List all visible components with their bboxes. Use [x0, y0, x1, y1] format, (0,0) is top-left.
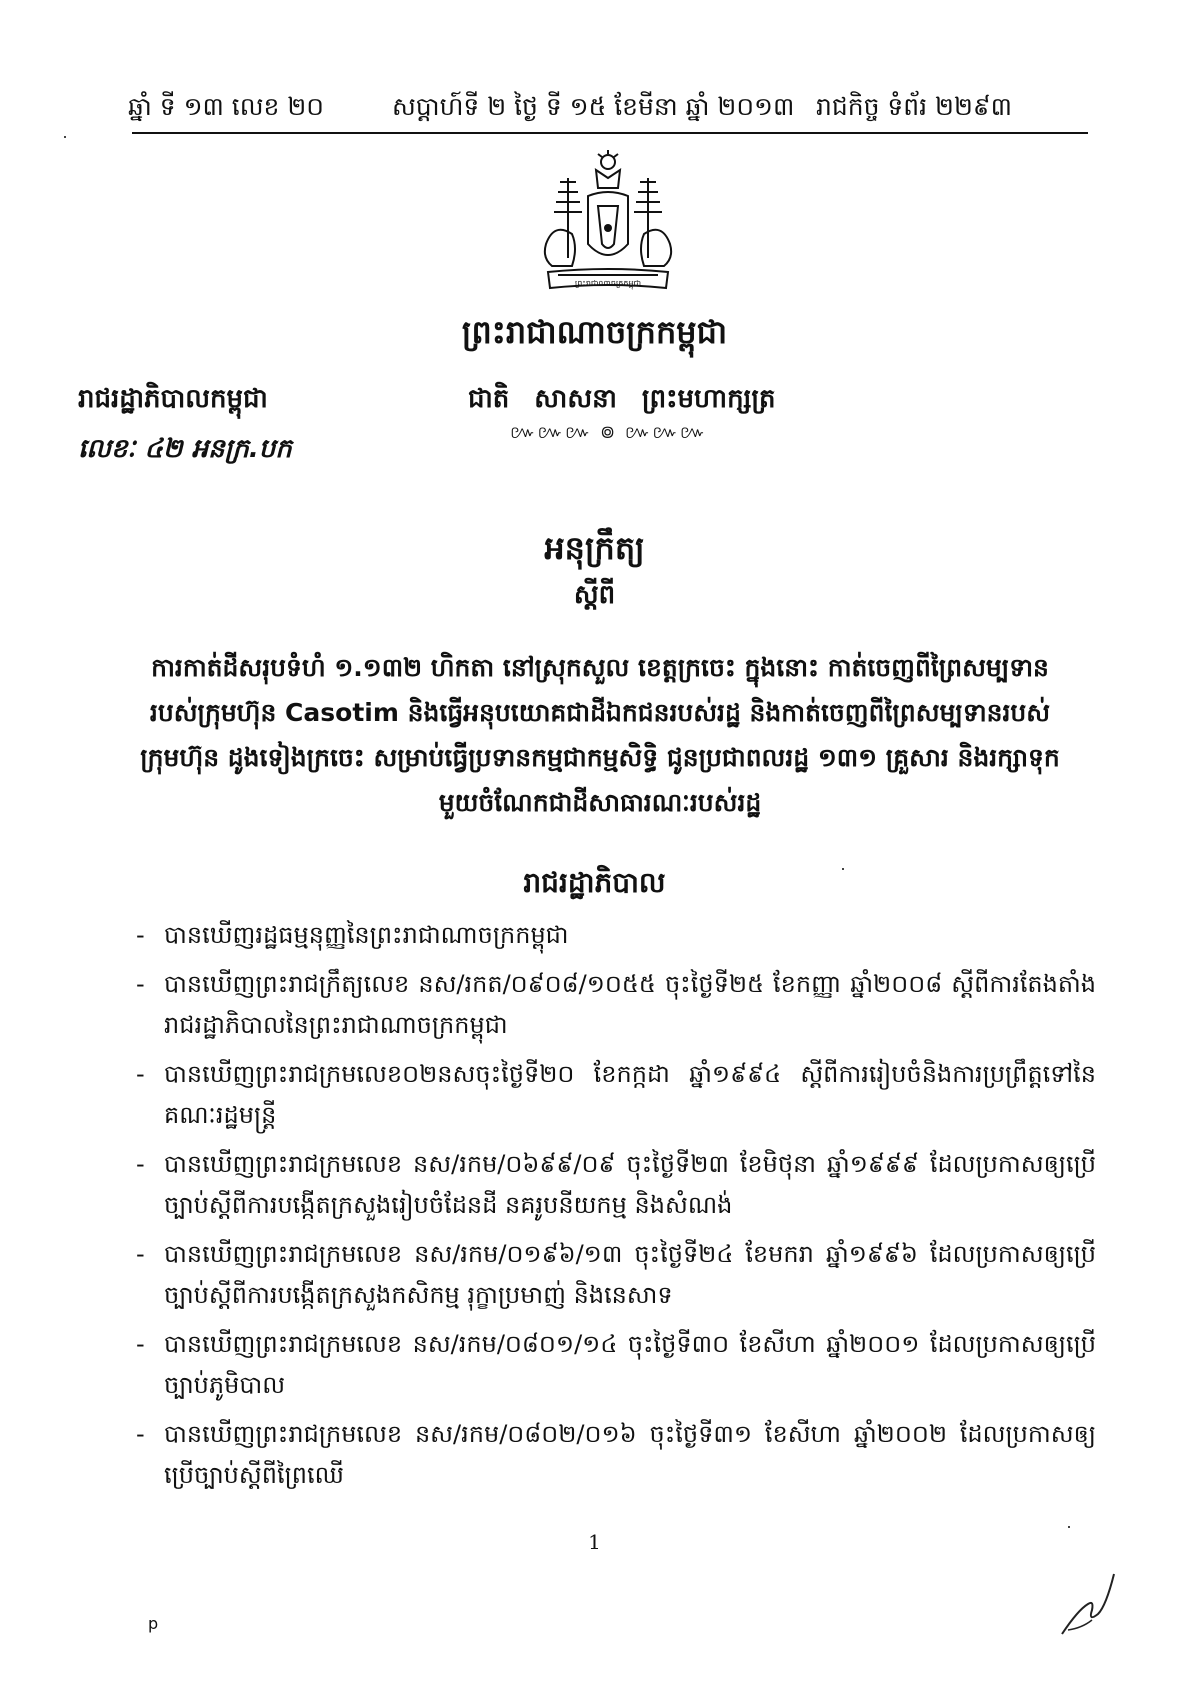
document-subject: ការកាត់ដីសរុបទំហំ ១.១៣២ ហិកតា នៅស្រុកសួល ខេត្តក្រចេះ ក្នុងនោះ កាត់ចេញពីព្រៃសម្បទានរបស់ក្រុមហ៊ុន Casotim និងធ្វើអនុបយោគជាដីឯកជនរបស់រដ្ឋ និងកាត់ចេញពីព្រៃសម្បទានរបស់ក្រុមហ៊ុន ដូងទៀងក្រចេះ សម្រាប់ធ្វើប្រទានកម្មជាកម្មសិទ្ធិ ជូនប្រជាពលរដ្ឋ ១៣១ គ្រួសារ និងរក្សាទុកមួយចំណែកជាដីសាធារណៈរបស់រដ្ឋ: [140, 653, 1060, 817]
issuing-authority: រាជរដ្ឋាភិបាលកម្ពុជា: [78, 384, 268, 414]
gazette-issue: ឆ្នាំ ទី ១៣ លេខ ២០: [128, 92, 324, 121]
preamble-item: - បានឃើញរដ្ឋធម្មនុញ្ញនៃព្រះរាជាណាចក្រកម្ពុជា: [136, 915, 1096, 956]
preamble-item: - បានឃើញព្រះរាជក្រមលេខ នស/រកម/០៨០២/០១៦ ចុះថ្ងៃទី៣១ ខែសីហា ឆ្នាំ២០០២ ដែលប្រកាសឲ្យប្រើច្បាប់ស្តីពីព្រៃឈើ: [136, 1414, 1096, 1496]
preamble-list: [136, 915, 1096, 1504]
reference-number: លេខៈ ៤២ អនក្រ.បក: [78, 434, 292, 464]
motto-ornament: ៚៚៚ ៙ ៚៚៚: [510, 422, 708, 443]
scan-speck: [64, 136, 66, 138]
government-heading: រាជរដ្ឋាភិបាល: [523, 866, 666, 899]
page-number: 1: [588, 1530, 601, 1554]
preamble-item: - បានឃើញព្រះរាជក្រមលេខ នស/រកម/០៦៩៩/០៩ ចុះថ្ងៃទី២៣ ខែមិថុនា ឆ្នាំ១៩៩៩ ដែលប្រកាសឲ្យប្រើច្បាប់ស្តីពីការបង្កើតក្រសួងរៀបចំដែនដី នគរូបនីយកម្ម និងសំណង់: [136, 1144, 1096, 1226]
scan-speck: [842, 868, 844, 870]
gazette-page-ref: រាជកិច្ច ទំព័រ ២២៩៣: [816, 92, 1012, 121]
kingdom-title: ព្រះរាជាណាចក្រកម្ពុជា: [461, 313, 728, 351]
preamble-item: - បានឃើញព្រះរាជក្រមលេខ នស/រកម/០១៩៦/១៣ ចុះថ្ងៃទី២៤ ខែមករា ឆ្នាំ១៩៩៦ ដែលប្រកាសឲ្យប្រើច្បាប់ស្តីពីការបង្កើតក្រសួងកសិកម្ម រុក្ខាប្រមាញ់ និងនេសាទ: [136, 1234, 1096, 1316]
header-rule: [132, 132, 1088, 134]
handwritten-initial-icon: [1058, 1570, 1118, 1640]
preamble-item: - បានឃើញព្រះរាជក្រមលេខ នស/រកម/០៨០១/១៤ ចុះថ្ងៃទី៣០ ខែសីហា ឆ្នាំ២០០១ ដែលប្រកាសឲ្យប្រើច្បាប់ភូមិបាល: [136, 1324, 1096, 1406]
preamble-item: - បានឃើញព្រះរាជក្រឹត្យលេខ នស/រកត/០៩០៨/១០៥៥ ចុះថ្ងៃទី២៥ ខែកញ្ញា ឆ្នាំ២០០៨ ស្តីពីការតែងតាំងរាជរដ្ឋាភិបាលនៃព្រះរាជាណាចក្រកម្ពុជា: [136, 964, 1096, 1046]
document-about: ស្តីពី: [573, 580, 616, 610]
scan-speck: [1068, 1526, 1070, 1528]
national-motto: ជាតិ សាសនា ព្រះមហាក្សត្រ: [468, 384, 776, 414]
emblem-banner-text: ព្រះរាជាណាចក្រកម្ពុជា: [574, 279, 642, 288]
preamble-item: - បានឃើញព្រះរាជក្រមលេខ០២នសចុះថ្ងៃទី២០ ខែកក្កដា ឆ្នាំ១៩៩៤ ស្តីពីការរៀបចំនិងការប្រព្រឹត្តទៅនៃគណៈរដ្ឋមន្ត្រី: [136, 1054, 1096, 1136]
footer-mark: p: [148, 1614, 159, 1633]
document-title: អនុក្រឹត្យ: [544, 529, 645, 567]
gazette-date: សប្តាហ៍ទី ២ ថ្ងៃ ទី ១៥ ខែមីនា ឆ្នាំ ២០១៣: [392, 92, 795, 121]
